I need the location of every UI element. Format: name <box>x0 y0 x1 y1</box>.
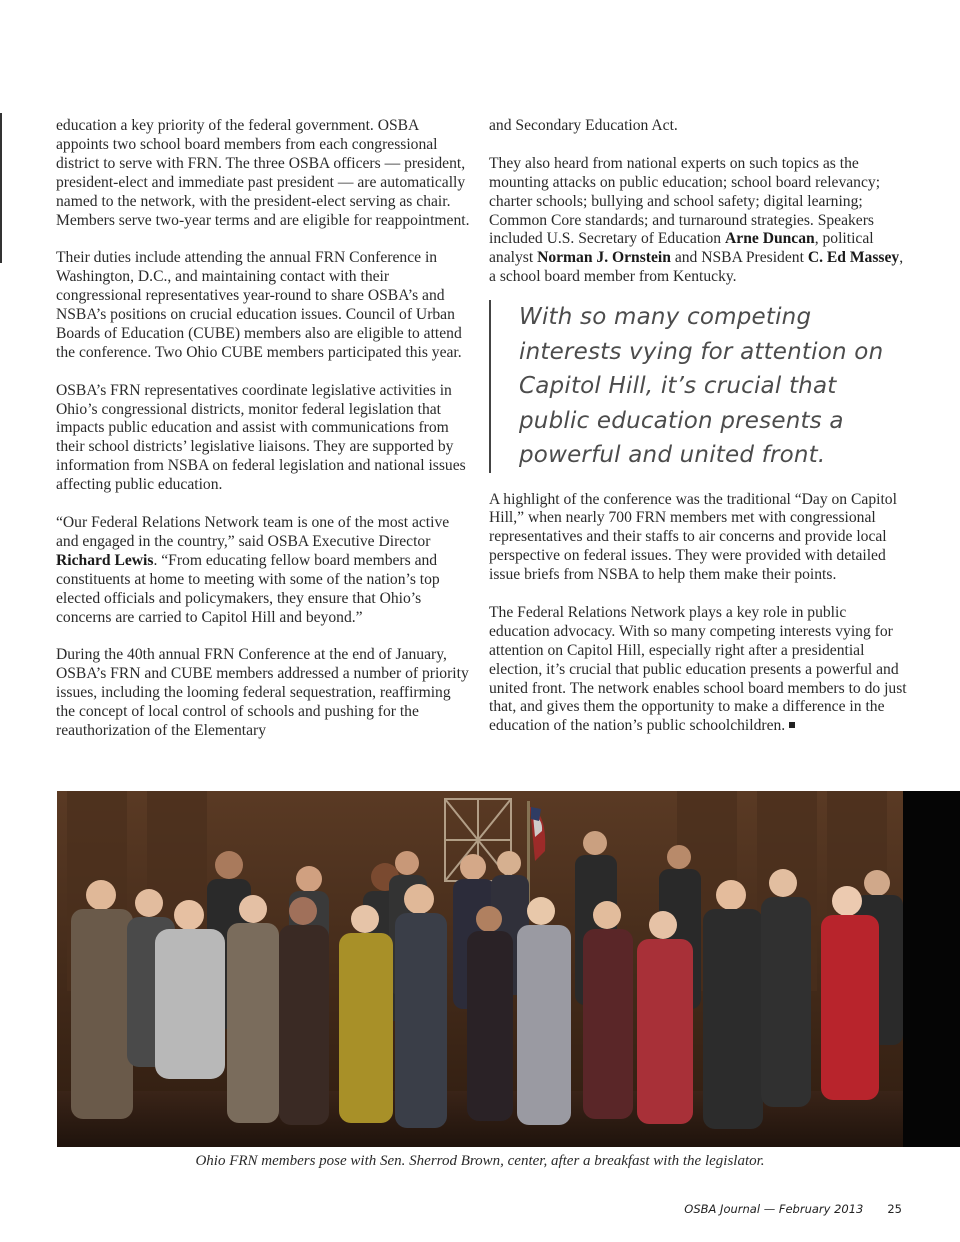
page-number: 25 <box>887 1202 902 1216</box>
bold-name: Richard Lewis <box>56 551 154 569</box>
left-column <box>56 117 470 760</box>
paragraph <box>489 604 907 736</box>
photo-caption: Ohio FRN members pose with Sen. Sherrod Brown, center, after a breakfast with the legislator. <box>195 1153 765 1169</box>
paragraph: and Secondary Education Act. <box>489 117 678 134</box>
page-footer <box>684 1202 902 1216</box>
paragraph <box>56 514 470 627</box>
paragraph: A highlight of the conference was the traditional “Day on Capitol Hill,” when nearly 700 FRN members met with congressional representatives and their staffs to air concerns and provide local perspective on federal issues. They were provided with detailed issue briefs from NSBA to help them make their points. <box>489 490 897 584</box>
text-run: , a school board member from Kentucky. <box>489 249 904 286</box>
text-run: “Our Federal Relations Network team is one of the most active and engaged in the country,” said OSBA Executive Director <box>56 513 450 550</box>
pull-quote-text: With so many competing interests vying for attention on Capitol Hill, it’s crucial that public education presents a powerful and united front. <box>519 304 884 469</box>
paragraph: education a key priority of the federal government. OSBA appoints two school board members from each congressional district to serve with FRN. The three OSBA officers — president, president-elect and immediate past president — are automatically named to the network, with the president-elect serving as chair. Members serve two-year terms and are eligible for reappointment. <box>56 117 470 229</box>
text-run: The Federal Relations Network plays a key role in public education advocacy. With so many competing interests vying for attention on Capitol Hill, especially right after a presidential election, it’s crucial that public education presents a powerful and united front. The network enables school board members to do just that, and gives them the opportunity to make a difference in the education of the nation’s public schoolchildren. <box>489 603 907 735</box>
paragraph: During the 40th annual FRN Conference at the end of January, OSBA’s FRN and CUBE members addressed a number of priority issues, including the looming federal sequestration, reaffirming the concept of local control of schools and pushing for the reauthorization of the Elementary <box>56 646 469 739</box>
text-run: and NSBA President <box>670 249 808 267</box>
pull-quote <box>489 300 909 473</box>
text-run: . “From educating fellow board members and constituents at home to meeting with some of the nation’s top elected officials and policymakers, they ensure that Ohio’s concerns are carried to Capitol Hill and beyond.” <box>56 551 440 626</box>
end-of-article-mark <box>789 722 795 728</box>
paragraph <box>489 155 907 287</box>
bold-name: C. Ed Massey <box>807 249 900 267</box>
text-run: They also heard from national experts on such topics as the mounting attacks on public education; school board relevancy; charter schools; bullying and school safety; digital learning; Common Core standards; and turnaround strategies. Speakers included U.S. Secretary of Education <box>489 154 881 248</box>
bold-name: Arne Duncan <box>725 230 815 248</box>
bold-name: Norman J. Ornstein <box>537 249 671 267</box>
right-column <box>489 117 907 755</box>
publication-name: OSBA Journal — February 2013 <box>684 1202 864 1216</box>
paragraph: OSBA’s FRN representatives coordinate legislative activities in Ohio’s congressional districts, monitor federal legislation that impacts public education and assist with communications from their school districts’ legislative liaisons. They are supported by information from NSBA on federal legislation and national issues affecting public education. <box>56 381 466 494</box>
group-photo <box>57 791 903 1147</box>
group-photo-illustration <box>57 791 903 1147</box>
margin-rule <box>0 113 2 263</box>
paragraph: Their duties include attending the annual FRN Conference in Washington, D.C., and maintaining contact with their congressional representatives year-round to share OSBA’s and NSBA’s positions on crucial education issues. Council of Urban Boards of Education (CUBE) members also are eligible to attend the conference. Two Ohio CUBE members participated this year. <box>56 249 462 361</box>
text-run: , political analyst <box>489 230 874 267</box>
photo-edge-band <box>903 791 960 1147</box>
